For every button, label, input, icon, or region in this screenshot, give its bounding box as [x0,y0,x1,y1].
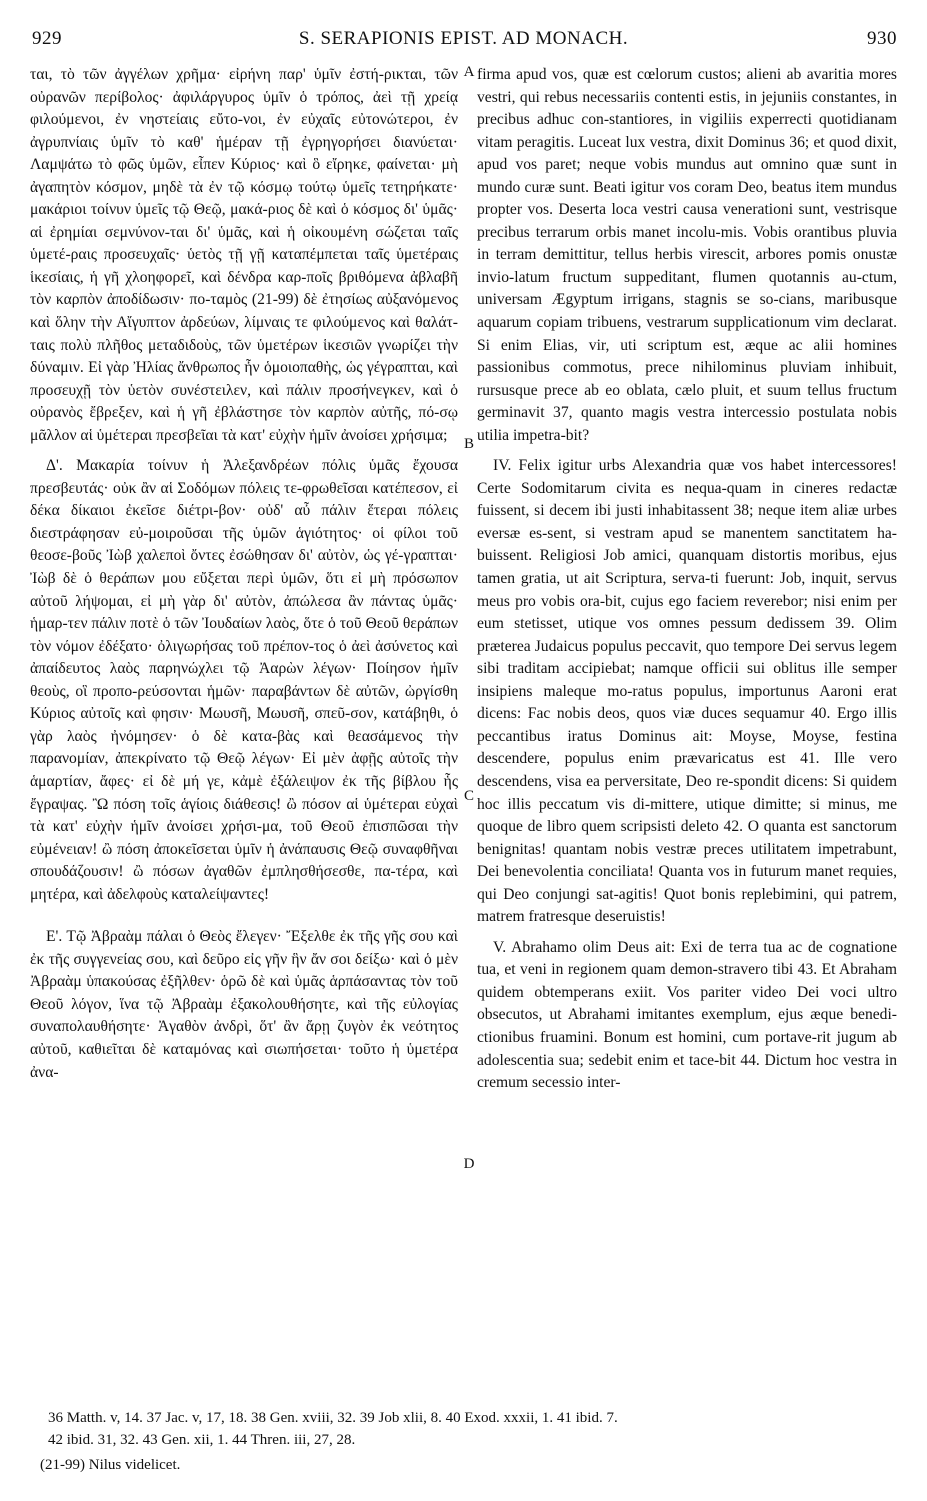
latin-paragraph: V. Abrahamo olim Deus ait: Exi de terra tua ac de cognatione tua, et veni in regionem quam demon-stravero tibi 43. Et Abraham quidem obtemperans exiit. Vos pariter video Dei voci ultro obsecutos, ut Abrahami imitantes exemplum, ejus æque benedi-ctionibus fruamini. Bonum est homini, cum portave-rit jugum ab adolescentia sua; sedebit enim et tace-bit 44. Dictum hoc vestra in cremum secessio inter- [477,938,897,1092]
footnote-line: 36 Matth. v, 14. 37 Jac. v, 17, 18. 38 Gen. xviii, 32. 39 Job xlii, 8. 40 Exod. xxxii, 1. 41 ibid. 7. [48,1410,618,1426]
page-header [30,28,897,54]
margin-marker: B [463,436,474,452]
running-title: S. SERAPIONIS EPIST. AD MONACH. [298,28,629,49]
footnote-line: 42 ibid. 31, 32. 43 Gen. xii, 1. 44 Thren. iii, 27, 28. [48,1432,356,1448]
margin-marker: C [463,788,474,804]
page-number-left: 929 [32,28,62,49]
latin-paragraph: firma apud vos, quæ est cœlorum custos; alieni ab avaritia mores vestri, qui rebus necessariis contenti estis, in jejuniis constantes, in precibus adhuc con-stantiores, in vigiliis experrecti quotidianam vitam peragitis. Luceat lux vestra, dixit Dominus 36; et quod dixit, apud vos paret; neque vobis mundus aut omnino quæ sunt in mundo curæ sunt. Beati igitur vos coram Deo, beatus item mundus propter vos. Deserta loca vestri causa venerationi sunt, vestrisque precibus terrarum orbis manet incolu-mis. Vobis orantibus pluvia in terram demittitur, tellus herbis virescit, arbores pomis onustæ invio-latum fructum suppeditant, flumen quotannis au-ctum, universam Ægyptum irrigans, stagnis se so-cians, maribusque aquarum copiam tribuens, vestrarum supplicationum vim declarat. Si enim Elias, vir, uti scriptum est, æque ac alii homines passionibus commotus, prece nihilominus pluviam inhibuit, rursusque prece ab eo oblata, cælo pluit, et suum tellus fructum germinavit 37, quanto magis vestra intercessio postulata nobis utilia impetra-bit? [477,66,897,444]
page-number-right: 930 [867,28,897,49]
latin-column [477,64,897,1095]
greek-paragraph: Ε'. Τῷ Ἀβραὰμ πάλαι ὁ Θεὸς ἔλεγεν· Ἔξελθε ἐκ τῆς γῆς σου καὶ ἐκ τῆς συγγενείας σου, καὶ δεῦρο εἰς γῆν ἣν ἄν σοι δείξω· καὶ ὁ μὲν Ἀβραὰμ ὑπακούσας ἐξῆλθεν· ὁρῶ δὲ καὶ ὑμᾶς ἁρπάσαντας τὸν τοῦ Θεοῦ λόγον, ἵνα τῷ Ἀβραὰμ ἐξακολουθήσητε, καὶ τῆς εὐλογίας συναπολαυθήσητε· Ἀγαθὸν ἀνδρὶ, ὅτ' ἂν ἄρῃ ζυγὸν ἐκ νεότητος αὐτοῦ, καθιεῖται δὲ καταμόνας καὶ σιωπήσεται· τοῦτο ἡ ὑμετέρα ἀνα- [30,928,458,1081]
greek-paragraph: ται, τὸ τῶν ἀγγέλων χρῆμα· εἰρήνη παρ' ὑμῖν ἐστή-ρικται, τῶν οὐρανῶν περίβολος· ἀφιλάργυρος ὑμῖν ὁ τρόπος, ἀεὶ τῇ χρείᾳ φιλούμενοι, ἐν νηστείαις εὔτο-νοι, ἐν εὐχαῖς εὐτονώτεροι, ἐν ἀγρυπνίαις ὑμῖν τὸ καθ' ἡμέραν τῇ ἐγρηγορήσει διανύεται· Λαμψάτω τὸ φῶς ὑμῶν, εἶπεν Κύριος· καὶ ὃ εἴρηκε, φαίνεται· μὴ ἀγαπητὸν κόσμον, μηδὲ τὰ ἐν τῷ κόσμῳ τούτῳ ὑμεῖς τετηρήκατε· μακάριοι τοίνυν ὑμεῖς τῷ Θεῷ, μακά-ριος δὲ καὶ ὁ κόσμος δι' ὑμᾶς· αἱ ἐρημίαι σεμνύνον-ται δι' ὑμᾶς, καὶ ἡ οἰκουμένη σώζεται ταῖς ὑμετέ-ραις προσευχαῖς· ὑετὸς τῇ γῇ καταπέμπεται ταῖς ὑμετέραις ἱκεσίαις, ἡ γῆ χλοηφορεῖ, καὶ δένδρα καρ-ποῖς βριθόμενα ἀβλαβῆ τὸν καρπὸν ἀποδίδωσιν· πο-ταμὸς (21-99) δὲ ἐτησίως αὐξανόμενος καὶ ὅλην τὴν Αἴγυπτον ἀρδεύων, λίμναις τε φιλούμενος καὶ θαλάτ-ταις πολὺ πλῆθος μεταδιδοὺς, τῶν ὑμετέρων ἱκεσιῶν γνωρίζει τὴν δύναμιν. Εἰ γὰρ Ἠλίας ἄνθρωπος ἦν ὁμοιοπαθὴς, ὡς γέγραπται, καὶ προσευχῇ τὸν ὑετὸν συνέστειλεν, καὶ πάλιν προσήνεγκεν, καὶ ὁ οὐρανὸς ἔβρεξεν, καὶ ἡ γῆ ἐβλάστησε τὸν καρπὸν αὐτῆς, πό-σῳ μᾶλλον αἱ ὑμέτεραι πρεσβεῖαι τὰ κατ' εὐχὴν ἡμῖν ἀνοίσει χρήσιμα; [30,66,458,444]
footnotes [48,1407,908,1451]
latin-paragraph: IV. Felix igitur urbs Alexandria quæ vos habet intercessores! Certe Sodomitarum civita es nequa-quam in cineres redactæ fuissent, si decem ibi justi inhabitassent 38; neque item aliæ urbes eversæ es-sent, si vestram apud se manentem sanctitatem ha-buissent. Religiosi Job amici, quanquam distortis moribus, ejus tamen gratia, ut ait Scriptura, serva-ti fuerunt: Job, inquit, servus meus pro vobis ora-bit, cujus ego faciem reverebor; nisi enim per eum stetisset, utique vos omnes pessum dedissem 39. Olim præterea Judaicus populus peccavit, quo tempore Dei servus legem sibi traditam accipiebat; namque officii sui oblitus ille semper insipiens maleque mo-ratus populus, importunus Aaroni erat dicens: Fac nobis deos, quos viæ duces sequamur 40. Ergo illis peccantibus iratus Dominus ait: Moyse, Moyse, festina descendere, populus enim prævaricatus est 41. Ille vero descendens, visa ea perversitate, Deo re-spondit dicens: Si quidem hoc illis peccatum vis di-mittere, utique dimitte; si minus, me quoque de libro quem scripsisti deleto 42. O quanta est sanctorum benignitas! quantam nobis vestræ preces utilitatem impetrabunt, Dei benevolentia conciliata! Quanta vos in futurum manet requies, qui Deo conjungi sat-agitis! Quot bonis replebimini, qui patrem, matrem fratresque deseruistis! [477,457,897,926]
margin-marker: A [463,64,475,80]
greek-paragraph: Δ'. Μακαρία τοίνυν ἡ Ἀλεξανδρέων πόλις ὑμᾶς ἔχουσα πρεσβευτάς· οὐκ ἂν αἱ Σοδόμων πόλεις τε-φρωθεῖσαι κατέπεσον, εἰ δέκα δίκαιοι ἐκεῖσε διέτρι-βον· οὐδ' αὖ πάλιν ἕτεραι πόλεις διεστράφησαν εὐ-μοιροῦσαι τῆς ὑμῶν ἁγιότητος· οἱ φίλοι τοῦ θεοσε-βοῦς Ἰὼβ χαλεποὶ ὄντες ἐσώθησαν δι' αὐτὸν, ὡς γέ-γραπται· Ἰὼβ δὲ ὁ θεράπων μου εὔξεται περὶ ὑμῶν, ὅτι εἰ μὴ πρόσωπον αὐτοῦ λήψομαι, εἰ μὴ γὰρ δι' αὐτὸν, ἀπώλεσα ἂν πάντας ὑμᾶς· ἡμαρ-τεν πάλιν ποτὲ ὁ τῶν Ἰουδαίων λαὸς, ὅτε ὁ τοῦ Θεοῦ θεράπων τὸν νόμον ἐδέξατο· ὀλιγωρήσας τοῦ πρέπον-τος ὁ ἀεὶ ἀσύνετος καὶ ἀπαίδευτος λαὸς παρηνώχλει τῷ Ἀαρὼν λέγων· Ποίησον ἡμῖν θεοὺς, οἳ προπο-ρεύσονται ἡμῶν· παραβάντων δὲ αὐτῶν, ὠργίσθη Κύριος αὐτοῖς καὶ φησιν· Μωυσῆ, Μωυσῆ, σπεῦ-σον, κατάβηθι, ὁ γὰρ λαὸς ἠνόμησεν· ὁ δὲ κατα-βὰς καὶ θεασάμενος τὴν παρανομίαν, ἀπεκρίνατο τῷ Θεῷ λέγων· Εἰ μὲν ἀφῇς αὐτοῖς τὴν ἁμαρτίαν, ἄφες· εἰ δὲ μή γε, κἀμὲ ἐξάλειψον ἐκ τῆς βίβλου ἧς ἔγραψας. Ὢ πόση τοῖς ἁγίοις διάθεσις! ὢ πόσον αἱ ὑμέτεραι εὐχαὶ τὰ κατ' εὐχὴν ἡμῖν ἀνοίσει χρήσι-μα, τοῦ Θεοῦ ἐπισπῶσαι τὴν εὐμένειαν! ὢ πόση ἀποκεῖσεται ὑμῖν ἡ ἀνάπαυσις Θεῷ συναφθῆναι σπουδάζουσιν! ὢ πόσων ἀγαθῶν ἐμπλησθήσεσθε, πα-τέρα, καὶ μητέρα, καὶ ἀδελφοὺς καταλείψαντες! [30,457,458,903]
margin-marker: D [463,1156,475,1172]
greek-column [30,64,458,1084]
editorial-note: (21-99) Nilus videlicet. [40,1457,181,1473]
